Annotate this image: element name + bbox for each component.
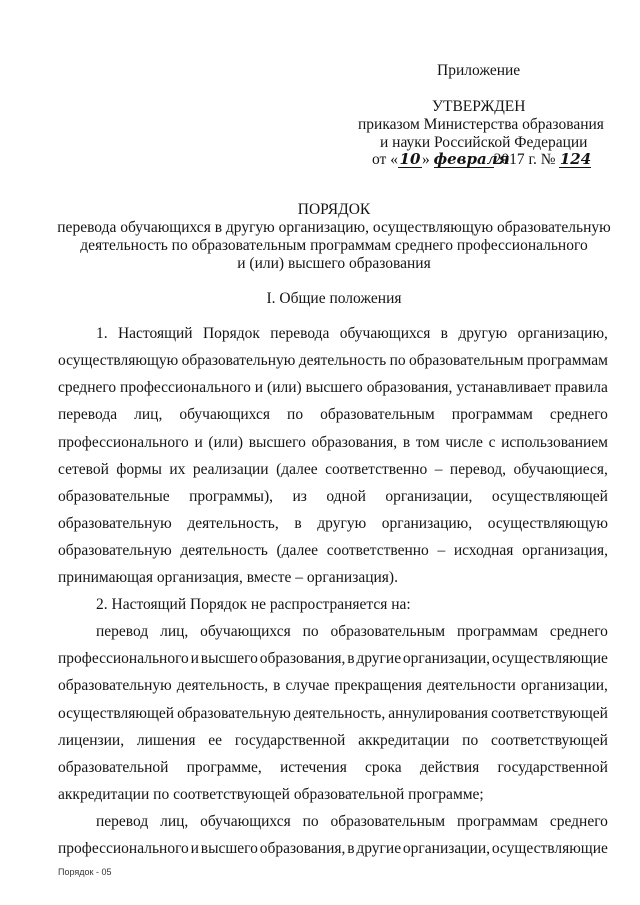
word: обучающихся (179, 406, 270, 423)
word: деятельности (427, 677, 516, 694)
p1-line-3 (58, 379, 608, 397)
p1-line-2 (58, 352, 608, 370)
word: другие (356, 840, 402, 857)
word: числе (445, 434, 483, 451)
word: 1. (96, 325, 108, 342)
word: деятельность, (176, 677, 269, 694)
word: образовательным (330, 623, 446, 640)
word: лицензии, (58, 732, 125, 749)
word: истечения (280, 759, 347, 776)
word: организация, (522, 542, 608, 559)
word: ее (208, 732, 223, 749)
word: и (254, 379, 264, 396)
word: случае (285, 677, 330, 694)
date-month-handwritten: февраля (433, 150, 510, 168)
title-line-1: перевода обучающихся в другую организацию, осуществляющую образовательную (57, 219, 611, 236)
word: образовательную (177, 705, 291, 722)
word: Порядок (202, 325, 260, 342)
title-line-3: и (или) высшего образования (237, 255, 431, 272)
word: профессионального (120, 379, 251, 396)
word: (далее (276, 461, 318, 478)
word: (или) (208, 434, 244, 451)
word: с (488, 434, 496, 451)
approved-label: УТВЕРЖДЕН (432, 98, 526, 115)
word: лиц, (160, 623, 189, 640)
word: действия (419, 759, 480, 776)
word: формы (116, 461, 162, 478)
p1-line-7 (58, 488, 608, 506)
p1-line-1 (96, 325, 608, 343)
word: по (462, 732, 479, 749)
word: и (190, 840, 199, 857)
p1-line-9 (58, 542, 608, 560)
word: организацию, (517, 325, 608, 342)
word: в (273, 677, 281, 694)
word: прекращения (334, 677, 423, 694)
date-year: 2017 г. № (493, 151, 556, 168)
word: среднего (549, 813, 608, 830)
word: другие (356, 650, 402, 667)
word: в (347, 840, 355, 857)
word: образовательную (181, 352, 296, 369)
page-footer-label: Порядок - 05 (58, 867, 112, 877)
word: правила (554, 379, 608, 396)
order-number-handwritten: 124 (559, 150, 592, 168)
word: деятельность (298, 352, 387, 369)
p4-line-2 (58, 840, 608, 858)
word: программы), (189, 488, 273, 505)
word: образования, (311, 434, 398, 451)
word: среднего (549, 623, 608, 640)
word: профессионального (58, 650, 189, 667)
word: их (169, 461, 186, 478)
word: программам (526, 352, 608, 369)
word: организации, (402, 650, 490, 667)
word: образовательной (58, 759, 169, 776)
order-line-1: приказом Министерства образования (358, 116, 604, 133)
p1-line-5 (58, 434, 608, 452)
word: устанавливает (456, 379, 551, 396)
word: в (402, 434, 411, 451)
order-line-2: и науки Российской Федерации (380, 134, 588, 151)
word: по (287, 406, 304, 423)
word: из (292, 488, 307, 505)
word: программе, (186, 759, 262, 776)
word: использованием (501, 434, 608, 451)
appendix-label: Приложение (437, 62, 521, 79)
word: программам (456, 813, 538, 830)
word: в (294, 515, 302, 532)
order-date-line (372, 151, 591, 169)
word: программам (456, 623, 538, 640)
word: обучающихся (200, 813, 291, 830)
word: перевода (270, 325, 330, 342)
word: обучающихся (200, 623, 291, 640)
word: образовательным (320, 406, 435, 423)
word: другую (458, 325, 508, 342)
word: в (440, 325, 448, 342)
word: – (434, 461, 443, 478)
p3-line-5 (58, 732, 608, 750)
word: перевода (58, 406, 118, 423)
p3-line-3 (58, 677, 608, 695)
word: лиц, (134, 406, 163, 423)
p1-line-10: принимающая организация, вместе – организация). (58, 569, 398, 586)
date-mid: » (421, 151, 430, 168)
word: соответственно (326, 542, 429, 559)
p3-line-2 (58, 650, 608, 668)
word: реализации (192, 461, 269, 478)
date-day-handwritten: 10 (399, 150, 421, 168)
word: – (437, 542, 446, 559)
word: срока (365, 759, 402, 776)
word: по (302, 623, 319, 640)
word: профессионального (58, 840, 189, 857)
document-title: ПОРЯДОК (297, 201, 371, 218)
word: обучающиеся, (513, 461, 608, 478)
word: образовательную (58, 515, 172, 532)
word: Настоящий (117, 325, 193, 342)
word: соответственно (325, 461, 428, 478)
word: перевод, (449, 461, 507, 478)
word: образовательным (330, 813, 446, 830)
word: (или) (267, 379, 302, 396)
word: аннулирования (388, 705, 489, 722)
title-line-2: деятельность по образовательным программам среднего профессионального (80, 237, 588, 254)
word: организации, (520, 677, 608, 694)
word: по (389, 352, 406, 369)
date-prefix: от « (372, 151, 398, 168)
word: осуществляющие (491, 650, 608, 667)
word: другую (317, 515, 367, 532)
word: государственной (497, 759, 608, 776)
p1-line-8 (58, 515, 608, 533)
word: и (190, 650, 199, 667)
word: среднего (549, 406, 608, 423)
word: образовательную (58, 677, 172, 694)
word: осуществляющую (487, 515, 608, 532)
word: осуществляющие (491, 840, 608, 857)
word: высшего (305, 379, 363, 396)
word: среднего (58, 379, 117, 396)
p3-line-4 (58, 705, 608, 723)
word: высшего (200, 650, 258, 667)
word: образования, (259, 840, 346, 857)
word: организацию, (381, 515, 473, 532)
word: и (194, 434, 203, 451)
word: деятельность, (293, 705, 386, 722)
word: деятельность, (187, 515, 279, 532)
word: том (415, 434, 440, 451)
word: аккредитации (358, 732, 450, 749)
word: осуществляющей (491, 488, 608, 505)
p1-line-6 (58, 461, 608, 479)
word: в (347, 650, 355, 667)
word: перевод (96, 813, 149, 830)
p3-line-1 (96, 623, 608, 641)
word: одной (326, 488, 366, 505)
word: соответствующей (491, 732, 608, 749)
word: лиц, (160, 813, 189, 830)
word: высшего (200, 840, 258, 857)
word: образования, (366, 379, 453, 396)
p2-line-1: 2. Настоящий Порядок не распространяется на: (96, 596, 411, 613)
section-heading: I. Общие положения (266, 290, 402, 307)
p4-line-1 (96, 813, 608, 831)
word: деятельность (180, 542, 268, 559)
word: (далее (276, 542, 319, 559)
word: по (302, 813, 319, 830)
word: исходная (453, 542, 514, 559)
word: образовательную (58, 542, 172, 559)
word: обучающихся (339, 325, 431, 342)
word: государственной (234, 732, 346, 749)
word: профессионального (58, 434, 189, 451)
word: сетевой (58, 461, 109, 478)
p3-line-6 (58, 759, 608, 777)
word: организации, (385, 488, 473, 505)
word: организации, (402, 840, 490, 857)
word: образовательные (58, 488, 170, 505)
word: программам (451, 406, 533, 423)
word: лишения (136, 732, 196, 749)
p3-line-7: аккредитации по соответствующей образовательной программе; (58, 786, 484, 803)
word: осуществляющей (58, 705, 175, 722)
word: осуществляющую (58, 352, 179, 369)
word: соответствующей (491, 705, 608, 722)
word: образования, (259, 650, 346, 667)
word: высшего (248, 434, 306, 451)
word: перевод (96, 623, 149, 640)
word: образовательным (408, 352, 524, 369)
p1-line-4 (58, 406, 608, 424)
